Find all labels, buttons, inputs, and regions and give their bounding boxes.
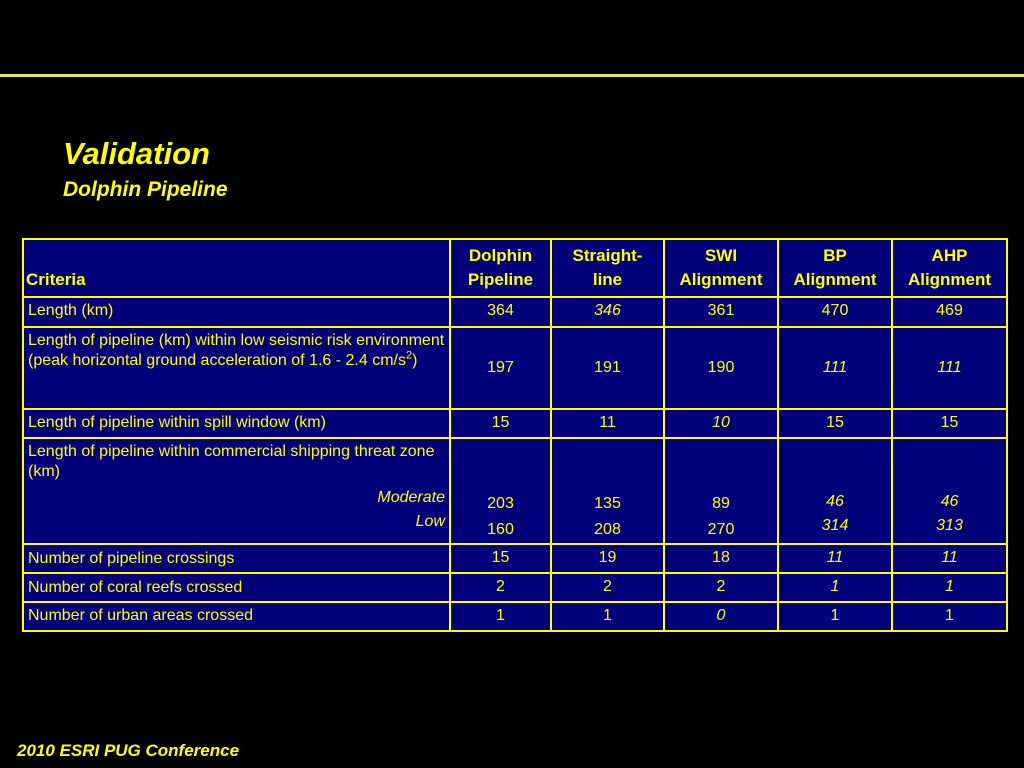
- coral-straight: 2: [551, 573, 664, 602]
- header-ahp-alignment: [892, 239, 1007, 297]
- crossings-dolphin: 15: [450, 544, 551, 573]
- shipping-moderate-swi: 89: [712, 495, 730, 512]
- seismic-ahp: 111: [892, 327, 1007, 409]
- criteria-crossings: Number of pipeline crossings: [23, 544, 450, 573]
- header-dolphin-line2: Pipeline: [467, 270, 534, 289]
- crossings-straight: 19: [551, 544, 664, 573]
- table-row-seismic: [23, 327, 1007, 409]
- urban-ahp: 1: [892, 602, 1007, 631]
- urban-straight: 1: [551, 602, 664, 631]
- header-swi-line2: Alignment: [679, 270, 763, 289]
- criteria-shipping: [23, 438, 450, 544]
- seismic-swi: 190: [664, 327, 778, 409]
- shipping-bp: [778, 438, 892, 544]
- criteria-seismic-sup: 2: [405, 349, 413, 362]
- shipping-moderate-label: Moderate: [377, 489, 445, 506]
- table-row-shipping: [23, 438, 1007, 544]
- criteria-seismic-end: ): [412, 352, 418, 369]
- footer-conference: 2010 ESRI PUG Conference: [17, 741, 240, 760]
- table-row-length: [23, 297, 1007, 327]
- header-ahp-line2: Alignment: [907, 270, 992, 289]
- spill-bp: 15: [778, 409, 892, 438]
- criteria-length: Length (km): [23, 297, 450, 327]
- shipping-low-bp: 314: [821, 517, 849, 534]
- spill-ahp: 15: [892, 409, 1007, 438]
- criteria-shipping-text: Length of pipeline within commercial shipping threat zone (km): [28, 443, 435, 480]
- header-straight-line1: Straight-: [572, 246, 643, 265]
- shipping-moderate-ahp: 46: [940, 493, 959, 510]
- length-bp: 470: [778, 297, 892, 327]
- validation-table-container: [22, 238, 1006, 632]
- shipping-low-straight: 208: [594, 521, 621, 538]
- shipping-moderate-straight: 135: [594, 495, 621, 512]
- header-swi-alignment: [664, 239, 778, 297]
- criteria-seismic: [23, 327, 450, 409]
- header-swi-line1: SWI: [704, 246, 738, 265]
- header-ahp-line1: AHP: [931, 246, 968, 265]
- table-header-row: [23, 239, 1007, 297]
- header-bp-alignment: [778, 239, 892, 297]
- header-dolphin-line1: Dolphin: [468, 246, 533, 265]
- shipping-low-dolphin: 160: [487, 521, 514, 538]
- header-straight-line2: line: [592, 270, 623, 289]
- spill-swi: 10: [664, 409, 778, 438]
- shipping-ahp: [892, 438, 1007, 544]
- shipping-swi: [664, 438, 778, 544]
- crossings-swi: 18: [664, 544, 778, 573]
- table-row-crossings: [23, 544, 1007, 573]
- seismic-straight: 191: [551, 327, 664, 409]
- shipping-low-swi: 270: [707, 521, 735, 538]
- length-dolphin: 364: [450, 297, 551, 327]
- shipping-dolphin: [450, 438, 551, 544]
- urban-dolphin: 1: [450, 602, 551, 631]
- table-row-urban: [23, 602, 1007, 631]
- table-row-spill: [23, 409, 1007, 438]
- coral-dolphin: 2: [450, 573, 551, 602]
- coral-ahp: 1: [892, 573, 1007, 602]
- table-row-coral: [23, 573, 1007, 602]
- shipping-moderate-bp: 46: [826, 493, 844, 510]
- criteria-coral: Number of coral reefs crossed: [23, 573, 450, 602]
- slide-title: Validation: [63, 136, 210, 171]
- urban-bp: 1: [778, 602, 892, 631]
- coral-bp: 1: [778, 573, 892, 602]
- validation-table: [22, 238, 1008, 632]
- header-divider: [0, 74, 1024, 77]
- length-swi: 361: [664, 297, 778, 327]
- spill-straight: 11: [551, 409, 664, 438]
- crossings-ahp: 11: [892, 544, 1007, 573]
- criteria-spill: Length of pipeline within spill window (km): [23, 409, 450, 438]
- spill-dolphin: 15: [450, 409, 551, 438]
- length-straight: 346: [551, 297, 664, 327]
- header-bp-line2: Alignment: [793, 270, 877, 289]
- criteria-seismic-text: Length of pipeline (km) within low seismic risk environment (peak horizontal ground acceleration of 1.6 - 2.4 cm/s: [28, 332, 445, 369]
- shipping-straight: [551, 438, 664, 544]
- header-bp-line1: BP: [823, 246, 847, 265]
- shipping-moderate-dolphin: 203: [487, 495, 514, 512]
- crossings-bp: 11: [778, 544, 892, 573]
- shipping-low-ahp: 313: [936, 517, 963, 534]
- criteria-urban: Number of urban areas crossed: [23, 602, 450, 631]
- header-criteria: Criteria: [23, 239, 450, 297]
- header-straight-line: [551, 239, 664, 297]
- urban-swi: 0: [664, 602, 778, 631]
- seismic-bp: 111: [778, 327, 892, 409]
- header-dolphin-pipeline: [450, 239, 551, 297]
- length-ahp: 469: [892, 297, 1007, 327]
- seismic-dolphin: 197: [450, 327, 551, 409]
- shipping-low-label: Low: [415, 513, 445, 530]
- coral-swi: 2: [664, 573, 778, 602]
- slide-subtitle: Dolphin Pipeline: [63, 178, 228, 201]
